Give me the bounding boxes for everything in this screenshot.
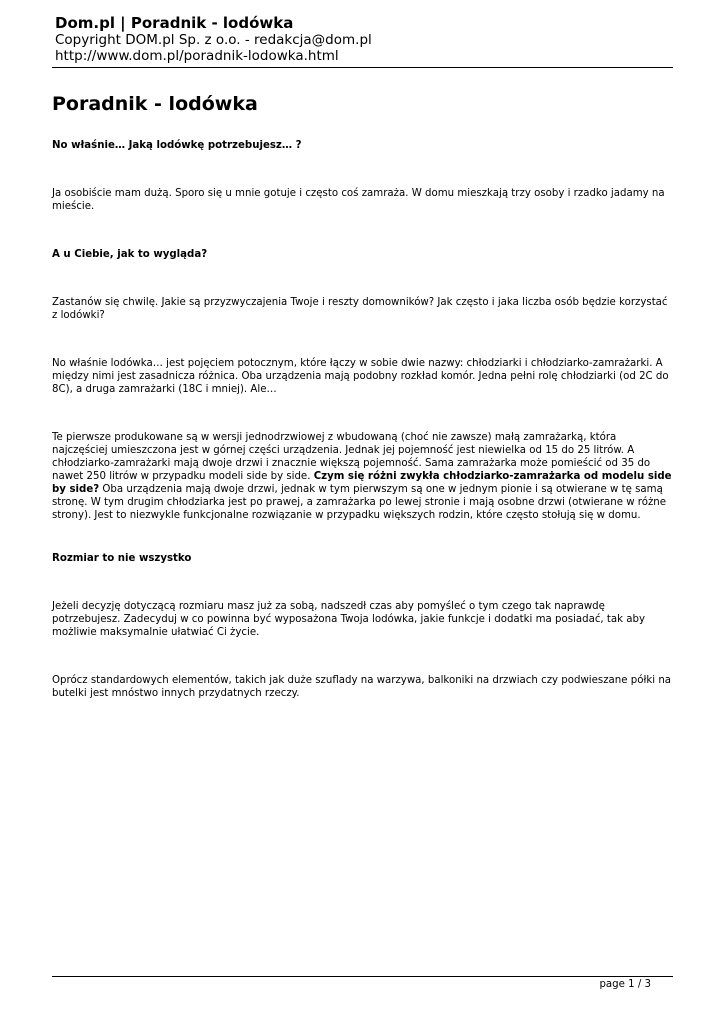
header-divider bbox=[52, 67, 673, 68]
source-url: http://www.dom.pl/poradnik-lodowka.html bbox=[55, 48, 339, 64]
paragraph-features: Oprócz standardowych elementów, takich jak duże szuflady na warzywa, balkoniki na drzwiach czy podwieszane półki na butelki jest mnóstwo innych przydatnych rzeczy. bbox=[52, 675, 672, 699]
subheading-your-case: A u Ciebie, jak to wygląda? bbox=[52, 249, 208, 260]
fridge-types-text-1: Te pierwsze produkowane są w wersji jednodrzwiowej z wbudowaną (choć nie zawsze) małą zamrażarką, która najczęściej umieszczona jest w górnej części urządzenia. Jednak jej pojemność jest niewielka od 15 do 25 litrów. A chłodziarko-zamrażarki mają dwoje drzwi i znacznie większą pojemność. Sama zamrażarka może pomieścić od 35 do nawet 250 litrów w przypadku modeli side by side. bbox=[52, 432, 651, 482]
copyright-line: Copyright DOM.pl Sp. z o.o. - redakcja@dom.pl bbox=[55, 32, 372, 48]
subheading-which-fridge: No właśnie… Jaką lodówkę potrzebujesz… ? bbox=[52, 140, 302, 151]
article-title: Poradnik - lodówka bbox=[52, 93, 258, 115]
footer-divider bbox=[52, 976, 673, 977]
paragraph-habits: Zastanów się chwilę. Jakie są przyzwyczajenia Twoje i reszty domowników? Jak często i jaka liczba osób będzie korzystać z lodówki? bbox=[52, 297, 668, 321]
paragraph-needs: Jeżeli decyzję dotyczącą rozmiaru masz już za sobą, nadszedł czas aby pomyśleć o tym czego tak naprawdę potrzebujesz. Zadecyduj w co powinna być wyposażona Twoja lodówka, jakie funkcje i dodatki ma posiadać, tak aby możliwie maksymalnie ułatwiać Ci życie. bbox=[52, 601, 646, 638]
fridge-types-text-2: Oba urządzenia mają dwoje drzwi, jednak w tym pierwszym są one w jednym pionie i są otwierane w tę samą stronę. W tym drugim chłodziarka jest po prawej, a zamrażarka po lewej stronie i mają osobne drzwi (otwierane w różne strony). Jest to niezwykle funkcjonalne rozwiązanie w przypadku większych rodzin, które często stołują się w domu. bbox=[52, 484, 667, 521]
paragraph-fridge-types bbox=[52, 431, 672, 522]
paragraph-personal: Ja osobiście mam dużą. Sporo się u mnie gotuje i często coś zamraża. W domu mieszkają trzy osoby i rzadko jadamy na mieście. bbox=[52, 188, 665, 212]
subheading-size: Rozmiar to nie wszystko bbox=[52, 553, 192, 564]
page-header bbox=[55, 14, 673, 64]
paragraph-fridge-definition: No właśnie lodówka… jest pojęciem potocznym, które łączy w sobie dwie nazwy: chłodziarki i chłodziarko-zamrażarki. A między nimi jest zasadnicza różnica. Oba urządzenia mają podobny rozkład komór. Jedna pełni rolę chłodziarki (od 2C do 8C), a druga zamrażarki (18C i mniej). Ale… bbox=[52, 358, 669, 395]
page-number: page 1 / 3 bbox=[599, 979, 651, 990]
fridge-types-question: Czym się różni zwykła chłodziarko-zamrażarka od modelu side by side? bbox=[52, 471, 672, 495]
site-title: Dom.pl | Poradnik - lodówka bbox=[55, 14, 294, 32]
